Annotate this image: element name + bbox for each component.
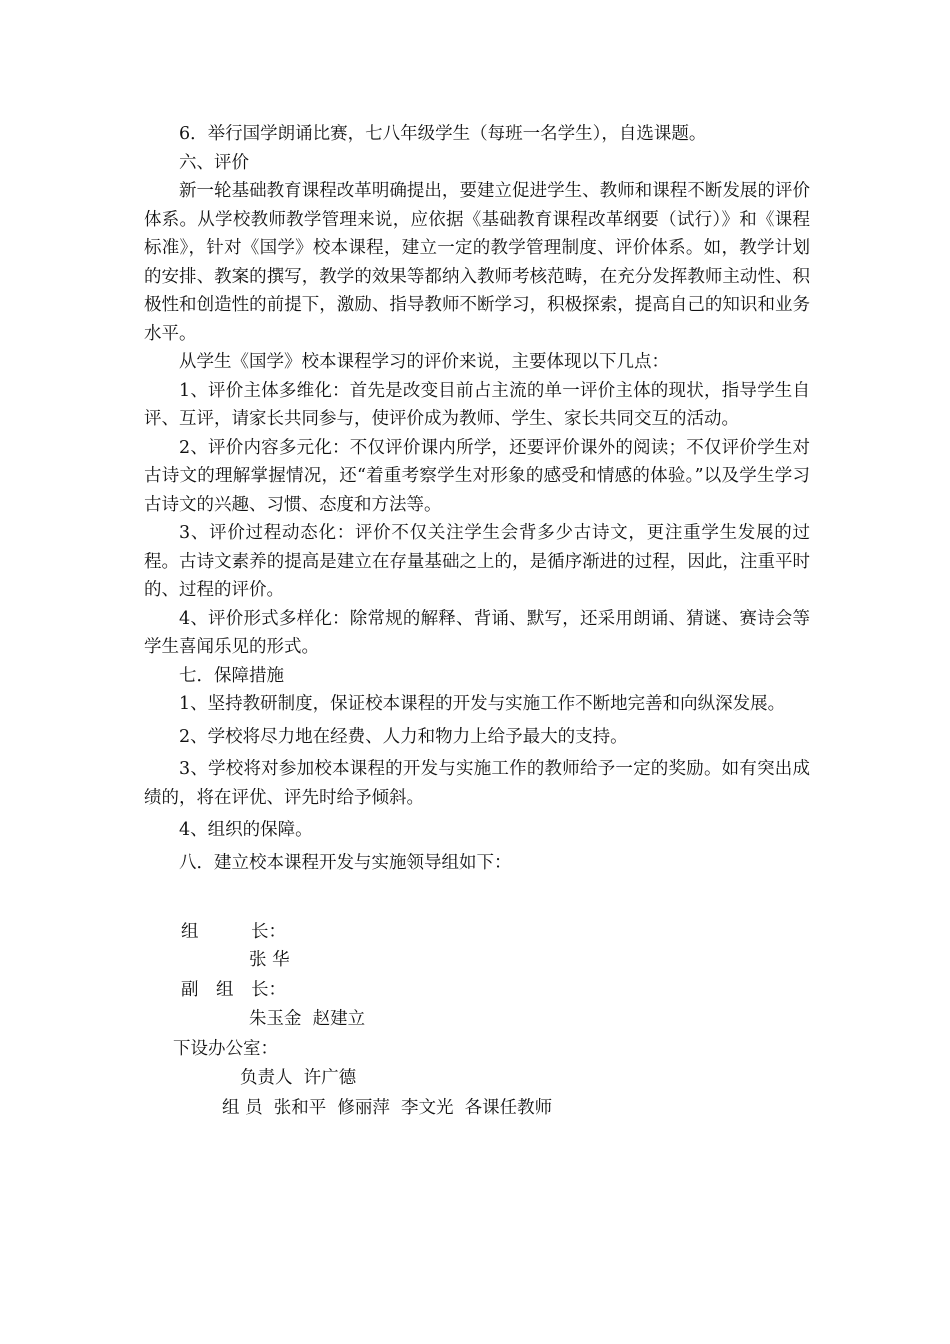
paragraph-safeguard-2: 2、学校将尽力地在经费、人力和物力上给予最大的支持。 [179, 726, 628, 747]
paragraph-evaluation-point-4: 4、评价形式多样化：除常规的解释、背诵、默写，还采用朗诵、猜谜、赛诗会等学生喜闻乐见的形式。 [144, 608, 810, 657]
paragraph-student-evaluation-intro: 从学生《国学》校本课程学习的评价来说，主要体现以下几点： [179, 352, 669, 372]
section-heading-safeguards: 七．保障措施 [179, 665, 284, 686]
paragraph-evaluation-point-2: 2、评价内容多元化：不仅评价课内所学，还要评价课外的阅读；不仅评价学生对古诗文的理解掌握情况，还“着重考察学生对形象的感受和情感的体验。”以及学生学习古诗文的兴趣、习惯、态度和方法等。 [144, 437, 810, 515]
deputy-leader-label: 副 组 长： [181, 980, 286, 1000]
paragraph-safeguard-4: 4、组织的保障。 [179, 820, 313, 840]
document-body [144, 120, 810, 877]
paragraph-item-6: 6．举行国学朗诵比赛，七八年级学生（每班一名学生），自选课题。 [179, 124, 707, 144]
paragraph-evaluation-point-3: 3、评价过程动态化：评价不仅关注学生会背多少古诗文，更注重学生发展的过程。古诗文素养的提高是建立在存量基础之上的，是循序渐进的过程，因此，注重平时的、过程的评价。 [144, 523, 810, 600]
section-heading-evaluation: 六、评价 [179, 152, 249, 173]
office-members: 组 员 张和平 修丽萍 李文光 各课任教师 [222, 1098, 553, 1118]
deputy-leader-names: 朱玉金 赵建立 [249, 1009, 366, 1029]
leader-label: 组 长： [181, 922, 286, 942]
leader-name: 张 华 [249, 950, 290, 970]
section-heading-leadership-group: 八．建立校本课程开发与实施领导组如下： [179, 852, 512, 873]
paragraph-evaluation-point-1: 1、评价主体多维化：首先是改变目前占主流的单一评价主体的现状，指导学生自评、互评，请家长共同参与，使评价成为教师、学生、家长共同交互的活动。 [144, 380, 810, 429]
paragraph-safeguard-3: 3、学校将对参加校本课程的开发与实施工作的教师给予一定的奖励。如有突出成绩的，将在评优、评先时给予倾斜。 [144, 759, 810, 808]
paragraph-teacher-evaluation: 新一轮基础教育课程改革明确提出，要建立促进学生、教师和课程不断发展的评价体系。从学校教师教学管理来说，应依据《基础教育课程改革纲要（试行）》和《课程标准》，针对《国学》校本课程，建立一定的教学管理制度、评价体系。如，教学计划的安排、教案的撰写，教学的效果等都纳入教师考核范畴，在充分发挥教师主动性、积极性和创造性的前提下，激励、指导教师不断学习，积极探索，提高自己的知识和业务水平。 [144, 181, 810, 344]
paragraph-safeguard-1: 1、坚持教研制度，保证校本课程的开发与实施工作不断地完善和向纵深发展。 [179, 694, 786, 714]
office-head: 负责人 许广德 [240, 1068, 357, 1088]
office-label: 下设办公室： [173, 1039, 278, 1059]
